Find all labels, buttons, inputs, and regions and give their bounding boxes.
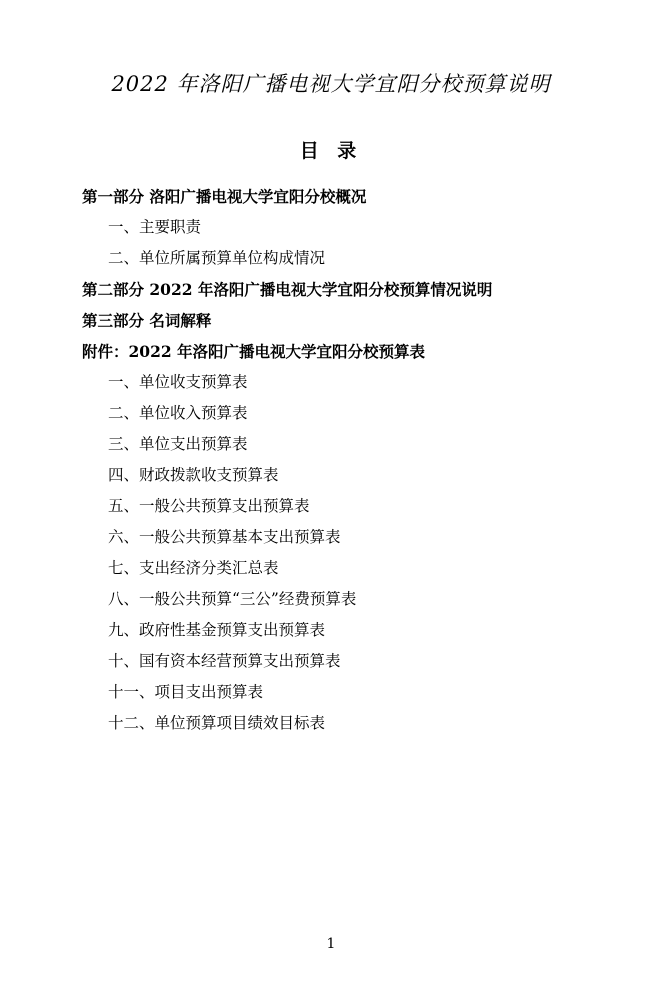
toc-entry: 六、一般公共预算基本支出预算表 — [108, 528, 341, 546]
toc-entry: 一、主要职责 — [108, 218, 202, 236]
toc-entry: 五、一般公共预算支出预算表 — [108, 497, 310, 515]
toc-entry: 四、财政拨款收支预算表 — [108, 466, 279, 484]
toc-entry: 二、单位所属预算单位构成情况 — [108, 249, 326, 267]
page-number: 1 — [326, 936, 336, 952]
toc-entry: 九、政府性基金预算支出预算表 — [108, 621, 326, 639]
toc-entry: 第一部分 洛阳广播电视大学宜阳分校概况 — [82, 187, 367, 206]
toc-entry: 二、单位收入预算表 — [108, 404, 248, 422]
toc-entry: 三、单位支出预算表 — [108, 435, 248, 453]
toc-entry: 八、一般公共预算“三公”经费预算表 — [108, 590, 357, 608]
toc-entry: 十、国有资本经营预算支出预算表 — [108, 652, 341, 670]
toc-entry: 十一、项目支出预算表 — [108, 683, 264, 701]
table-of-contents — [60, 181, 602, 739]
toc-heading: 目 录 — [299, 140, 363, 162]
toc-entry: 附件：2022 年洛阳广播电视大学宜阳分校预算表 — [82, 342, 426, 361]
toc-entry: 一、单位收支预算表 — [108, 373, 248, 391]
toc-entry: 第二部分 2022 年洛阳广播电视大学宜阳分校预算情况说明 — [82, 280, 493, 299]
document-page — [0, 68, 662, 1004]
toc-entry: 第三部分 名词解释 — [82, 311, 212, 330]
toc-entry: 十二、单位预算项目绩效目标表 — [108, 714, 326, 732]
page-title: 2022 年洛阳广播电视大学宜阳分校预算说明 — [111, 72, 551, 96]
toc-entry: 七、支出经济分类汇总表 — [108, 559, 279, 577]
